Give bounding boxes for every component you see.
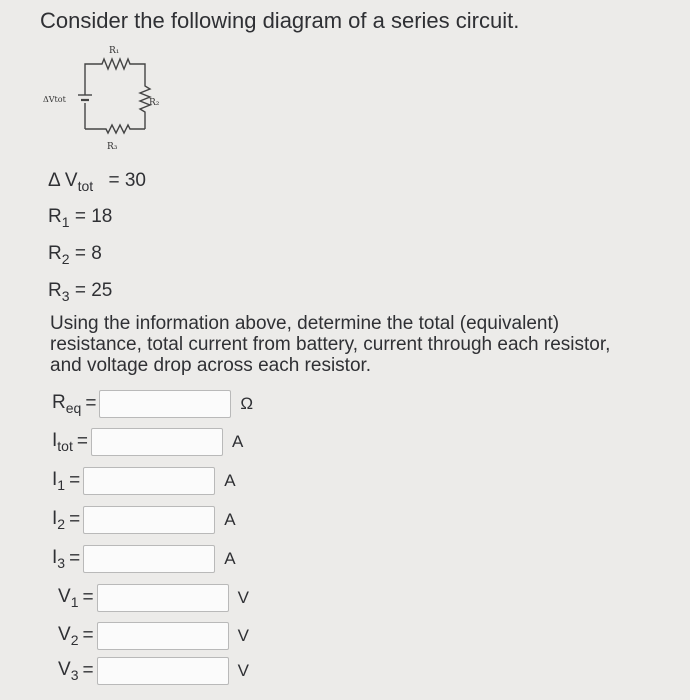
answer-row-v2: $V_2$ = V [58,622,249,650]
answer-label: $I_3$ [52,547,66,571]
question-intro: Consider the following diagram of a series circuit. [40,8,520,33]
i3-input[interactable] [83,545,215,573]
amp-unit: A [224,471,236,490]
answer-label: $V_3$ [58,659,79,683]
given-r1: $R_1 = 18$ [48,206,113,230]
answer-label: $I_1$ [52,469,66,493]
answer-row-i1: $I_1$ = A [52,467,236,495]
v3-input[interactable] [97,657,229,685]
volt-unit: V [237,626,249,645]
answer-label: $R_{eq}$ [52,392,82,416]
answer-label: $V_2$ [58,624,79,648]
answer-row-v3: $V_3$ = V [58,657,249,685]
amp-unit: A [224,510,236,529]
answer-row-req: $R_{eq}$ = Ω [52,390,253,418]
v2-input[interactable] [97,622,229,650]
series-circuit-diagram [40,42,180,167]
r1-label: R₁ [109,46,120,56]
answer-label: $I_{tot}$ [52,430,73,454]
given-r2: $R_2 = 8$ [48,243,102,267]
amp-unit: A [224,549,236,568]
answer-row-itot: $I_{tot}$ = A [52,428,243,456]
v1-input[interactable] [97,584,229,612]
answer-row-i3: $I_3$ = A [52,545,236,573]
answer-row-v1: $V_1$ = V [58,584,249,612]
answer-label: $I_2$ [52,508,66,532]
r2-label: R₂ [149,98,160,108]
r3-label: R₃ [107,142,118,152]
itot-input[interactable] [91,428,223,456]
answer-row-i2: $I_2$ = A [52,506,236,534]
battery-label: ΔVtot [43,95,66,104]
i2-input[interactable] [83,506,215,534]
volt-unit: V [237,661,249,680]
given-vtot: Δ $V_{tot} = 30$ [48,170,146,194]
answer-label: $V_1$ [58,586,79,610]
ohm-unit: Ω [240,394,254,413]
given-r3: $R_3 = 25$ [48,280,113,304]
volt-unit: V [237,588,249,607]
i1-input[interactable] [83,467,215,495]
req-input[interactable] [99,390,231,418]
amp-unit: A [231,432,244,451]
question-prompt: Using the information above, determine the total (equivalent) resistance, total current from battery, current through each resistor, and voltage drop across each resistor. [50,313,611,376]
